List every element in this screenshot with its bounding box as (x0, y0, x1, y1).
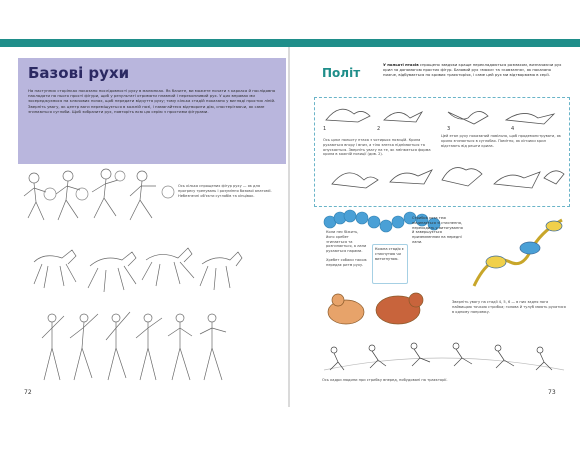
left-page-number: 72 (24, 389, 32, 396)
running-figures (320, 340, 568, 374)
bird-sketches (318, 100, 568, 204)
intro-bold: У польоті птахів (383, 62, 419, 67)
right-intro-text (383, 62, 563, 77)
left-header-panel (18, 58, 286, 164)
figure-caption: Ось кілька спрощених фігур руху — як для прогресу тренувань і розуміння базової анатомії. Небезпечні об'єкти суглобів та кінцівок. (178, 184, 272, 198)
panel-number-1: 1 (323, 126, 327, 132)
cat-note-box (410, 214, 468, 264)
sketch-row-3-people (40, 308, 240, 388)
bottom-margin (0, 407, 580, 451)
people-note: Зверніть увагу на стадії 4, 5, 6 — в них задня нога найвищою точкою стрибка; голова й тулуб мають рухатися в одному напрямку. (452, 300, 566, 314)
book-spine (288, 47, 290, 407)
panel-number-3: 3 (447, 126, 451, 132)
dog-note-1: Коли пес біжить, його хребет згинається та розгинається, а лапи рухаються парами. (326, 230, 367, 254)
cat-illustrations (324, 288, 436, 336)
page-title: Базові рухи (28, 64, 130, 82)
sketch-row-2-horses (24, 240, 244, 304)
dog-note-2: Кожна стадія є стиснутою чи витягнутою. (375, 247, 404, 261)
cat-note: Стрибок кота теж починається зі стиснення, переходить у витягування й завершується приземленням на передні лапи. (412, 216, 463, 244)
right-page-title: Політ (322, 66, 361, 80)
intro-body: спрощено завдяки краще перекладаються розмахом, визначаючи рух крил за допомогою простих фігур. Базовий рух «махи» та «ковзання», як показано нижче, відбувається по кривих траєкторіях, і саме цей рух ми відтворюємо в серії. (383, 62, 562, 77)
bottom-caption: Ось кадри людини при стрибку вперед, побудовані на траєкторії. (322, 378, 448, 382)
jump-illustrations (470, 212, 566, 294)
panel-number-4: 4 (511, 126, 515, 132)
sequence-text-left: Ось цикл польоту птаха з чотирьох позицій. Крила рухаються вгору і вниз, а тіло злегка піднімається та опускається. Зверніть увагу на те, як змінюється форма крила в кожній позиції (див. 2). (323, 138, 431, 157)
sequence-text-right: Цей етап руху показаний повільно, щоб продемонструвати, як крило згинається в суглобах. Помітно, як кінчики крил відстають від решти крила. (441, 134, 561, 148)
dog-note-2-box (372, 244, 408, 284)
intro-text: На наступних сторінках показано послідовності руху в малюнках. Як бачите, ви можете почати з каркаса й послідовно накладати на нього прості фігури, щоб у результаті отримати плавний і переконливий рух. У цих вправах ми зосереджуємося на ключових позах, щоб передати відчуття руху; тому кілька стадій показано у вигляді простих ліній. Зверніть увагу, як центр ваги переміщується в кожній позі, і намагайтеся відтворити дію, спостерігаючи, як саме згинаються суглоби. Щоб зобразити рух, повторіть всю цю серію з простими фігурами. (28, 88, 276, 114)
sketch-row-1 (22, 168, 182, 236)
panel-number-2: 2 (377, 126, 381, 132)
dog-note-3: Хребет собаки також передає ритм руху. (326, 258, 367, 267)
top-color-band (0, 39, 580, 47)
right-page-number: 73 (548, 389, 556, 396)
